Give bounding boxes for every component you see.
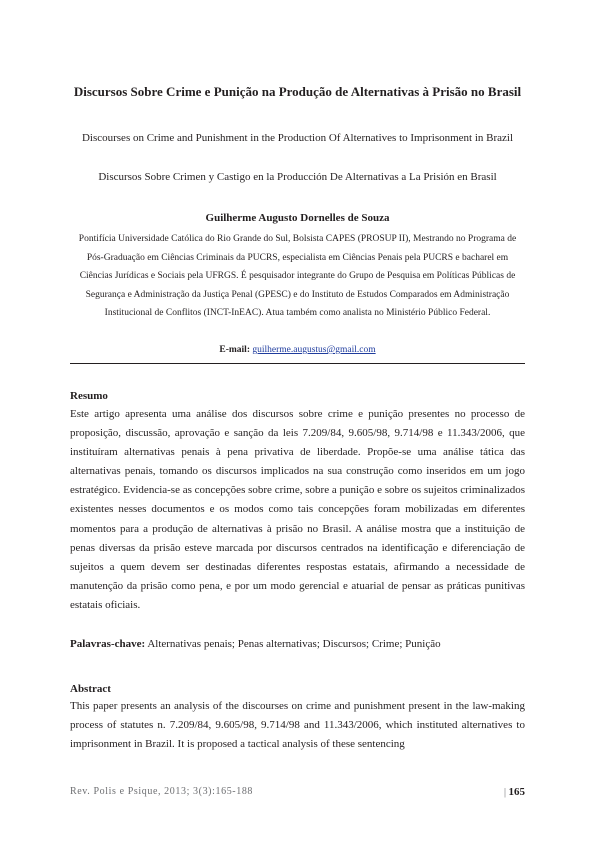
page-number-block bbox=[504, 786, 525, 798]
email-label: E-mail: bbox=[219, 345, 250, 355]
header-divider bbox=[70, 363, 525, 364]
journal-citation: Rev. Polis e Psique, 2013; 3(3):165-188 bbox=[70, 786, 254, 797]
keywords-list: Alternativas penais; Penas alternativas; Discursos; Crime; Punição bbox=[147, 638, 441, 650]
author-email-line bbox=[70, 343, 525, 357]
article-subtitle-spanish: Discursos Sobre Crimen y Castigo en la Producción De Alternativas a La Prisión en Brasil bbox=[98, 171, 497, 183]
keywords-label: Palavras-chave: bbox=[70, 638, 146, 650]
abstract-heading: Abstract bbox=[70, 683, 111, 695]
author-name: Guilherme Augusto Dornelles de Souza bbox=[205, 212, 390, 224]
abstract-text: This paper presents an analysis of the discourses on crime and punishment present in the law-making process of statutes n. 7.209/84, 9.605/98, 9.714/98 and 11.343/2006, which instituted alternatives to imprisonment in Brazil. It is proposed a tactical analysis of these sentencing bbox=[70, 700, 525, 751]
article-title: Discursos Sobre Crime e Punição na Produção de Alternativas à Prisão no Brasil bbox=[73, 84, 522, 99]
resumo-heading: Resumo bbox=[70, 390, 108, 402]
article-subtitle-english: Discourses on Crime and Punishment in the Production Of Alternatives to Imprisonment in Brazil bbox=[81, 132, 514, 144]
author-affiliation: Pontifícia Universidade Católica do Rio Grande do Sul, Bolsista CAPES (PROSUP II), Mestrando no Programa de Pós-Graduação em Ciências Criminais da PUCRS, especialista em Ciências Penais pela PUCRS e bacharel em Ciências Jurídicas e Sociais pela UFRGS. É pesquisador integrante do Grupo de Pesquisa em Políticas Públicas de Segurança e Administração da Justiça Penal (GPESC) e do Instituto de Estudos Comparados em Administração Institucional de Conflitos (INCT-InEAC). Atua também como analista no Ministério Público Federal. bbox=[78, 234, 517, 318]
keywords-line bbox=[70, 635, 525, 654]
page-separator: | bbox=[503, 787, 506, 798]
email-link[interactable]: guilherme.augustus@gmail.com bbox=[252, 345, 376, 355]
resumo-text: Este artigo apresenta uma análise dos discursos sobre crime e punição presentes no processo de proposição, discussão, aprovação e sanção da leis 7.209/84, 9.605/98, 9.714/98 e 11.343/2006, que instituíram alternativas penais à pena privativa de liberdade. Propõe-se uma análise tática das alternativas penais, tomando os discursos implicados na sua construção como inseridos em um jogo estratégico. Evidencia-se as concepções sobre crime, sobre a punição e sobre os sujeitos criminalizados existentes nesses documentos e os modos como tais concepções foram mobilizadas em diferentes momentos para a produção de alternativas à prisão no Brasil. A análise mostra que a instituição de penas diversas da prisão esteve marcada por discursos centrados na identificação e diferenciação de sujeitos a quem devem ser destinadas diferentes respostas estatais, afirmando a necessidade de manutenção da prisão como pena, e por um modo gerencial e atuarial de pensar as práticas punitivas estatais oficiais. bbox=[70, 408, 525, 611]
page-number: 165 bbox=[508, 786, 525, 798]
